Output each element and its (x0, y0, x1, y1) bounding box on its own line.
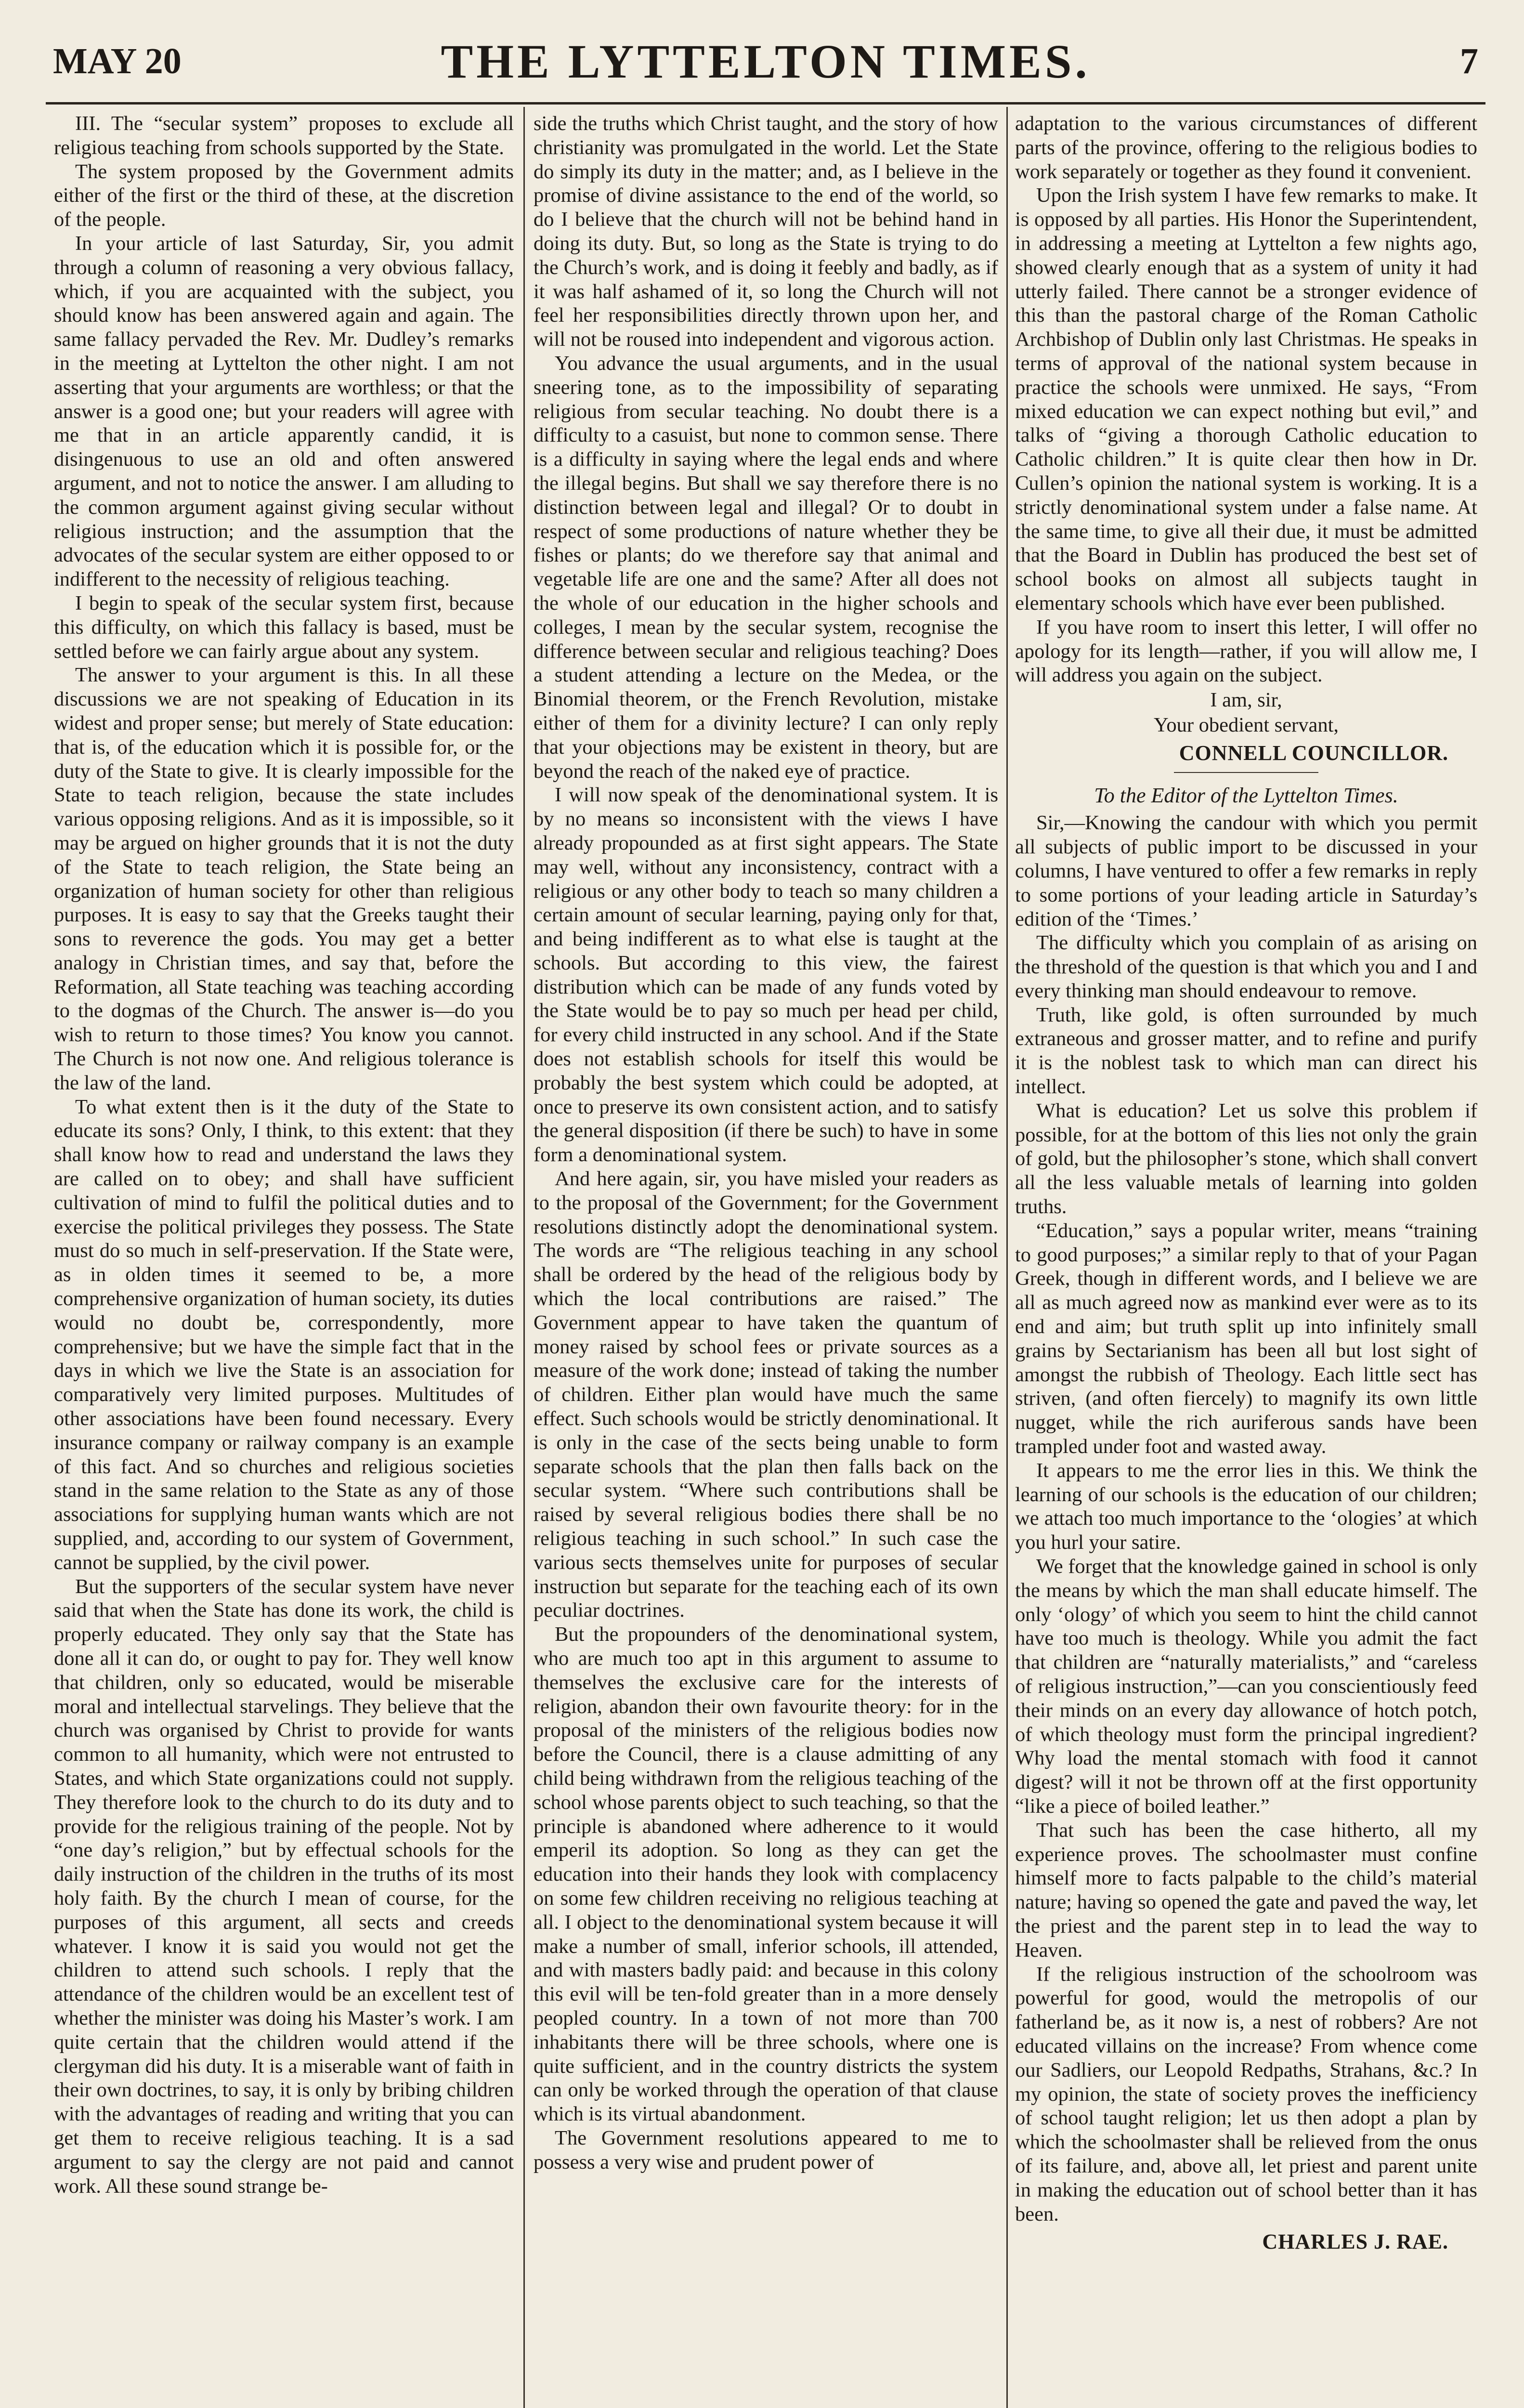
paragraph: adaptation to the various circumstances of different parts of the province, offering to the religious bodies to work separately or together as they found it convenient. (1015, 112, 1477, 183)
paragraph: To what extent then is it the duty of the State to educate its sons? Only, I think, to this extent: that they shall know how to read and understand the laws they are called on to obey; and shall have sufficient cultivation of mind to fulfil the political duties and to exercise the political privileges they possess. The State must do so much in self-preservation. If the State were, as in olden times it seemed to be, a more comprehensive organization of human society, its duties would no doubt be, correspondently, more comprehensive; but we have the simple fact that in the days in which we live the State is an association for comparatively very limited purposes. Multitudes of other associations have been found necessary. Every insurance company or railway company is an example of this fact. And so churches and religious societies stand in the same relation to the State as any of those associations for supplying human wants which are not supplied, and, according to our system of Government, cannot be supplied, by the civil power. (54, 1095, 514, 1574)
paragraph: The difficulty which you complain of as arising on the threshold of the question is that which you and I and every thinking man should endeavour to remove. (1015, 931, 1477, 1002)
paragraph: What is education? Let us solve this problem if possible, for at the bottom of this lies not only the grain of gold, but the philosopher’s stone, which shall convert all the less valuable metals of learning into golden truths. (1015, 1099, 1477, 1218)
paragraph: I begin to speak of the secular system first, because this difficulty, on which this fallacy is based, must be settled before we can fairly argue about any system. (54, 591, 514, 663)
paragraph: But the supporters of the secular system have never said that when the State has done its work, the child is properly educated. They only say that the State has done all it can do, or ought to pay for. They well know that children, only so educated, would be miserable moral and intellectual starvelings. They believe that the church was organised by Christ to provide for wants common to all humanity, which were not entrusted to States, and which State organizations could not supply. They therefore look to the church to do its duty and to provide for the religious training of the people. Not by “one day’s religion,” but by effectual schools for the daily instruction of the children in the truths of its most holy faith. By the church I mean of course, for the purposes of this argument, all sects and creeds whatever. I know it is said you would not get the children to attend such schools. I reply that the attendance of the children would be an excellent test of whether the minister was doing his Master’s work. I am quite certain that the children would attend if the clergyman did his duty. It is a miserable want of faith in their own doctrines, to say, it is only by bribing children with the advantages of reading and writing that you can get them to receive religious teaching. It is a sad argument to say the clergy are not paid and cannot work. All these sound strange be- (54, 1575, 514, 2198)
column-3 (1015, 112, 1477, 2408)
paragraph: Sir,—Knowing the candour with which you permit all subjects of public import to be discussed in your columns, I have ventured to offer a few remarks in reply to some portions of your leading article in Saturday’s edition of the ‘Times.’ (1015, 811, 1477, 930)
column-divider (1006, 107, 1008, 2408)
paragraph: Upon the Irish system I have few remarks to make. It is opposed by all parties. His Honor the Superintendent, in addressing a meeting at Lyttelton a few nights ago, showed clearly enough that as a system of unity it had utterly failed. There cannot be a stronger evidence of this than the pastoral charge of the Roman Catholic Archbishop of Dublin only last Christmas. He speaks in terms of approval of the national system because in practice the schools were unmixed. He says, “From mixed education we can expect nothing but evil,” and talks of “giving a thorough Catholic education to Catholic children.” It is quite clear then how in Dr. Cullen’s opinion the national system is working. It is a strictly denominational system under a false name. At the same time, to give all their due, it must be admitted that the Board in Dublin has produced the best set of school books on almost all subjects taught in elementary schools which have ever been published. (1015, 184, 1477, 615)
paragraph: In your article of last Saturday, Sir, you admit through a column of reasoning a very obvious fallacy, which, if you are acquainted with the subject, you should know has been answered again and again. The same fallacy pervaded the Rev. Mr. Dudley’s remarks in the meeting at Lyttelton the other night. I am not asserting that your arguments are worthless; or that the answer is a good one; but your readers will agree with me that in an article apparently candid, it is disingenuous to use an old and often answered argument, and not to notice the answer. I am alluding to the common argument against giving secular without religious instruction; and the assumption that the advocates of the secular system are either opposed to or indifferent to the necessity of religious teaching. (54, 232, 514, 591)
paragraph: The answer to your argument is this. In all these discussions we are not speaking of Education in its widest and proper sense; but merely of State education: that is, of the education which it is possible for, or the duty of the State to give. It is clearly impossible for the State to teach religion, because the state includes various opposing religions. And as it is impossible, so it may be argued on higher grounds that it is not the duty of the State to teach religion, the State being an organization of human society for other than religious purposes. It is easy to say that the Greeks taught their sons to reverence the gods. You may get a better analogy in Christian times, and say that, before the Reformation, all State teaching was teaching according to the dogmas of the Church. The answer is—do you wish to return to those times? You know you cannot. The Church is not now one. And religious tolerance is the law of the land. (54, 664, 514, 1094)
paragraph: III. The “secular system” proposes to exclude all religious teaching from schools supported by the State. (54, 112, 514, 159)
signature: CONNELL COUNCILLOR. (1179, 741, 1448, 765)
paragraph: “Education,” says a popular writer, means “training to good purposes;” a similar reply to that of your Pagan Greek, though in different words, and I believe we are all as much agreed now as mankind ever were as to its end and aim; but truth split up into infinitely small grains by Sectarianism has been all but lost sight of amongst the rubbish of Theology. Each little sect has striven, (and often fiercely) to magnify its own little nugget, while the rich auriferous sands have been trampled under foot and wasted away. (1015, 1219, 1477, 1458)
paragraph: The system proposed by the Government admits either of the first or the third of these, at the discretion of the people. (54, 160, 514, 231)
paragraph: I will now speak of the denominational system. It is by no means so inconsistent with the views I have already propounded as at first sight appears. The State may well, without any inconsistency, contract with a religious or any other body to teach so many children a certain amount of secular learning, paying only for that, and being indifferent as to what else is taught at the schools. But according to this view, the fairest distribution which can be made of any funds voted by the State would be to pay so much per head per child, for every child instructed in any school. And if the State does not establish schools for itself this would be probably the best system which could be adopted, at once to preserve its own consistent action, and to satisfy the general disposition (if there be such) to have in some form a denominational system. (534, 784, 998, 1166)
section-rule (1174, 772, 1318, 773)
issue-date: MAY 20 (53, 41, 182, 81)
paragraph: You advance the usual arguments, and in the usual sneering tone, as to the impossibility of separating religious from secular teaching. No doubt there is a difficulty to a casuist, but none to common sense. There is a difficulty in saying where the legal ends and where the illegal begins. But shall we say therefore there is no distinction between legal and illegal? Or to doubt in respect of some productions of nature whether they be fishes or plants; do we therefore say that animal and vegetable life are one and the same? After all does not the whole of our education in the higher schools and colleges, I mean by the secular system, recognise the difference between secular and religious teaching? Does a student attending a lecture on the Medea, or the Binomial theorem, or the French Revolution, mistake either of them for a divinity lecture? I can only reply that your objections may be existent in theory, but are beyond the reach of the naked eye of practice. (534, 352, 998, 783)
letter-closing: I am, sir, (1210, 689, 1282, 712)
paragraph: But the propounders of the denominational system, who are much too apt in this argument to assume to themselves the exclusive care for the interests of religion, abandon their own favourite theory: for in the proposal of the ministers of the religious bodies now before the Council, there is a clause admitting of any child being withdrawn from the religious teaching of the school whose parents object to such teaching, so that the principle is abandoned where adherence to it would emperil its adoption. So long as they can get the education into their hands they look with complacency on some few children receiving no religious teaching at all. I object to the denominational system because it will make a number of small, inferior schools, ill attended, and with masters badly paid: and because in this colony this evil will be ten-fold greater than in a more densely peopled country. In a town of not more than 700 inhabitants there will be three schools, where one is quite sufficient, and in the country districts the system can only be worked through the operation of that clause which is its virtual abandonment. (534, 1623, 998, 2126)
paragraph: It appears to me the error lies in this. We think the learning of our schools is the education of our children; we attach too much importance to the ‘ologies’ at which you hurl your satire. (1015, 1459, 1477, 1554)
paragraph: side the truths which Christ taught, and the story of how christianity was promulgated in the world. Let the State do simply its duty in the matter; and, as I believe in the promise of divine assistance to the end of the world, so do I believe that the church will not be behind hand in doing its duty. But, so long as the State is trying to do the Church’s work, and is doing it feebly and badly, as if it was half ashamed of it, so long the Church will not feel her responsibilities directly thrown upon her, and will not be roused into independent and vigorous action. (534, 112, 998, 351)
newspaper-title: THE LYTTELTON TIMES. (441, 35, 1091, 88)
paragraph: If the religious instruction of the schoolroom was powerful for good, would the metropolis of our fatherland be, as it now is, a nest of robbers? Are not educated villains on the increase? From whence come our Sadliers, our Leopold Redpaths, Strahans, &c.? In my opinion, the state of society proves the inefficiency of school taught religion; let us then adopt a plan by which the schoolmaster shall be relieved from the onus of its failure, and, above all, let priest and parent unite in making the education out of school better than it has been. (1015, 1963, 1477, 2225)
masthead-rule (46, 102, 1485, 105)
paragraph: The Government resolutions appeared to me to possess a very wise and prudent power of (534, 2126, 998, 2173)
paragraph: Truth, like gold, is often surrounded by much extraneous and grosser matter, and to refine and purify it is the noblest task to which man can direct his intellect. (1015, 1003, 1477, 1099)
column-2 (534, 112, 998, 2408)
column-1 (54, 112, 514, 2408)
page-number: 7 (1460, 41, 1478, 81)
letter-closing: Your obedient servant, (1153, 713, 1339, 736)
column-divider (523, 107, 525, 2408)
paragraph: And here again, sir, you have misled your readers as to the proposal of the Government; for the Government resolutions distinctly adopt the denominational system. The words are “The religious teaching in any school shall be ordered by the head of the religious body by which the local contributions are raised.” The Government appear to have taken the quantum of money raised by school fees or private sources as a measure of the work done; instead of taking the number of children. Either plan would have much the same effect. Such schools would be strictly denominational. It is only in the case of the sects being unable to form separate schools that the plan then falls back on the secular system. “Where such contributions shall be raised by several religious bodies there shall be no religious teaching in such school.” In such case the various sects themselves unite for purposes of secular instruction but separate for the teaching each of its own peculiar doctrines. (534, 1167, 998, 1622)
masthead (53, 29, 1478, 92)
paragraph: We forget that the knowledge gained in school is only the means by which the man shall educate himself. The only ‘ology’ of which you seem to hint the child cannot have too much is theology. While you admit the fact that children are “naturally materialists,” and “careless of religious instruction,”—can you conscientiously feed their minds on an every day allowance of hotch potch, of which theology must form the principal ingredient? Why load the mental stomach with food it cannot digest? will it not be thrown off at the first opportunity “like a piece of boiled leather.” (1015, 1555, 1477, 1818)
paragraph: If you have room to insert this letter, I will offer no apology for its length—rather, if you will allow me, I will address you again on the subject. (1015, 615, 1477, 687)
signature: CHARLES J. RAE. (1262, 2230, 1448, 2254)
letter-header: To the Editor of the Lyttelton Times. (1094, 783, 1398, 807)
paragraph: That such has been the case hitherto, all my experience proves. The schoolmaster must confine himself more to facts palpable to the child’s material nature; having so opened the gate and paved the way, let the priest and the parent step in to lead the way to Heaven. (1015, 1819, 1477, 1962)
